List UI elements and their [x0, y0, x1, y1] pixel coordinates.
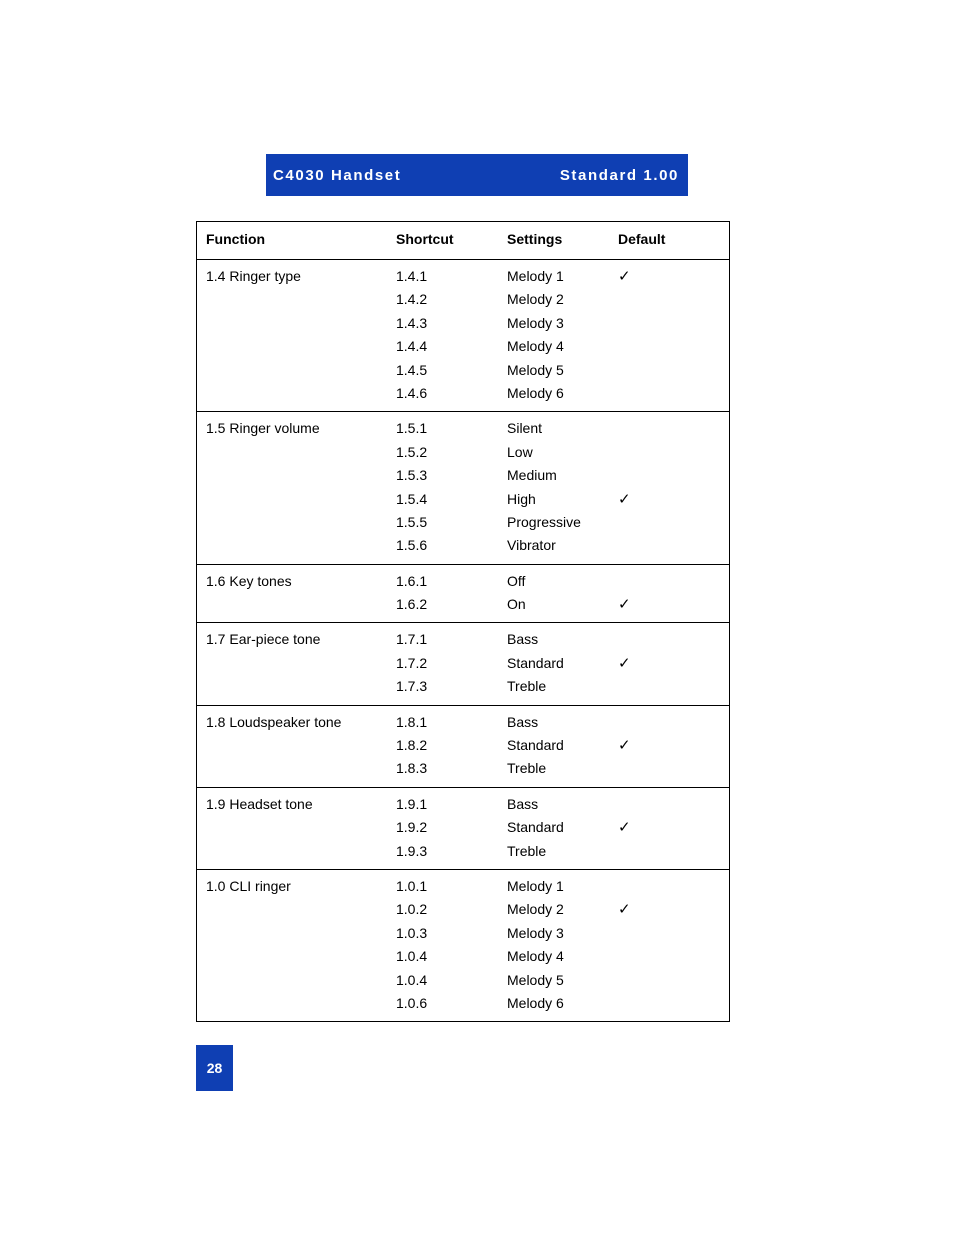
table-row — [197, 992, 729, 1015]
shortcut-cell: 1.4.5 — [396, 361, 428, 378]
shortcut-cell: 1.7.1 — [396, 631, 428, 648]
table-row — [197, 793, 729, 816]
shortcut-cell: 1.5.4 — [396, 490, 428, 507]
table-group — [197, 412, 729, 564]
shortcut-cell: 1.0.4 — [396, 971, 428, 988]
table-row — [197, 734, 729, 757]
column-header-shortcut: Shortcut — [396, 231, 454, 247]
default-check-cell — [618, 675, 718, 698]
default-check-cell — [618, 793, 718, 816]
shortcut-cell: 1.7.3 — [396, 678, 428, 695]
setting-cell: Melody 1 — [507, 268, 564, 284]
default-check-cell — [618, 969, 718, 992]
setting-cell: Standard — [507, 819, 564, 836]
table-row — [197, 464, 729, 487]
setting-cell: High — [507, 490, 536, 507]
page-number: 28 — [206, 1060, 223, 1076]
setting-cell: Melody 2 — [507, 291, 564, 308]
function-cell — [197, 816, 396, 839]
shortcut-cell: 1.5.6 — [396, 537, 428, 554]
shortcut-cell: 1.0.2 — [396, 901, 428, 918]
table-row — [197, 265, 729, 288]
shortcut-cell: 1.8.3 — [396, 760, 428, 777]
table-group — [197, 260, 729, 412]
function-cell: 1.8 Loudspeaker tone — [206, 713, 342, 730]
function-cell — [197, 757, 396, 780]
shortcut-cell: 1.4.1 — [396, 268, 428, 284]
shortcut-cell: 1.0.3 — [396, 924, 428, 941]
table-row — [197, 840, 729, 863]
header-version: Standard 1.00 — [559, 166, 679, 184]
setting-cell: Melody 3 — [507, 314, 564, 331]
table-body — [197, 260, 729, 1021]
shortcut-cell: 1.5.5 — [396, 513, 428, 530]
shortcut-cell: 1.4.6 — [396, 384, 428, 401]
default-check-cell — [618, 312, 718, 335]
default-check-cell — [618, 945, 718, 968]
function-cell: 1.9 Headset tone — [206, 795, 313, 812]
default-check-cell — [618, 441, 718, 464]
function-cell: 1.7 Ear-piece tone — [206, 631, 321, 648]
default-check-cell: ✓ — [618, 818, 631, 837]
function-cell — [197, 359, 396, 382]
setting-cell: Low — [507, 443, 533, 460]
setting-cell: Silent — [507, 420, 543, 437]
default-check-cell — [618, 359, 718, 382]
table-group — [197, 623, 729, 705]
shortcut-cell: 1.9.2 — [396, 819, 428, 836]
table-row — [197, 628, 729, 651]
header-title: C4030 Handset — [273, 166, 402, 184]
table-group — [197, 565, 729, 624]
setting-cell: Treble — [507, 760, 547, 777]
table-row — [197, 570, 729, 593]
function-cell — [197, 652, 396, 675]
shortcut-cell: 1.5.1 — [396, 420, 428, 437]
function-cell — [197, 992, 396, 1015]
default-check-cell — [618, 875, 718, 898]
setting-cell: Melody 3 — [507, 924, 564, 941]
function-cell — [197, 464, 396, 487]
function-cell: 1.5 Ringer volume — [206, 420, 320, 437]
function-cell — [197, 534, 396, 557]
function-cell: 1.0 CLI ringer — [206, 877, 291, 894]
table-row — [197, 441, 729, 464]
table-row — [197, 312, 729, 335]
shortcut-cell: 1.9.3 — [396, 842, 428, 859]
table-group — [197, 706, 729, 788]
default-check-cell — [618, 335, 718, 358]
setting-cell: Bass — [507, 795, 539, 812]
function-cell — [197, 441, 396, 464]
default-check-cell — [618, 382, 718, 405]
default-check-cell — [618, 922, 718, 945]
function-cell — [197, 511, 396, 534]
function-cell — [197, 840, 396, 863]
function-cell: 1.4 Ringer type — [206, 268, 301, 284]
default-check-cell — [618, 840, 718, 863]
column-header-settings: Settings — [507, 231, 563, 247]
shortcut-cell: 1.8.2 — [396, 737, 428, 754]
table-row — [197, 922, 729, 945]
shortcut-cell: 1.5.2 — [396, 443, 428, 460]
function-cell — [197, 335, 396, 358]
column-header-function: Function — [206, 231, 266, 247]
shortcut-cell: 1.7.2 — [396, 654, 428, 671]
function-cell — [197, 898, 396, 921]
default-check-cell — [618, 570, 718, 593]
setting-cell: Treble — [507, 678, 547, 695]
table-row — [197, 652, 729, 675]
default-check-cell — [618, 534, 718, 557]
shortcut-cell: 1.8.1 — [396, 713, 428, 730]
table-row — [197, 417, 729, 440]
function-cell — [197, 675, 396, 698]
table-row — [197, 875, 729, 898]
function-cell — [197, 922, 396, 945]
table-row — [197, 675, 729, 698]
table-row — [197, 335, 729, 358]
setting-cell: Melody 5 — [507, 971, 564, 988]
table-row — [197, 757, 729, 780]
function-cell — [197, 312, 396, 335]
function-cell: 1.6 Key tones — [206, 572, 292, 589]
header-bar — [266, 154, 688, 196]
table-row — [197, 382, 729, 405]
function-cell — [197, 288, 396, 311]
default-check-cell — [618, 511, 718, 534]
setting-cell: Bass — [507, 713, 539, 730]
table-row — [197, 969, 729, 992]
shortcut-cell: 1.0.4 — [396, 948, 428, 965]
shortcut-cell: 1.4.2 — [396, 291, 428, 308]
table-group — [197, 870, 729, 1021]
table-row — [197, 359, 729, 382]
shortcut-cell: 1.4.3 — [396, 314, 428, 331]
table-row — [197, 593, 729, 616]
setting-cell: Bass — [507, 631, 539, 648]
setting-cell: Melody 5 — [507, 361, 564, 378]
column-header-default: Default — [618, 231, 666, 247]
setting-cell: Standard — [507, 737, 564, 754]
shortcut-cell: 1.9.1 — [396, 795, 428, 812]
function-cell — [197, 945, 396, 968]
default-check-cell: ✓ — [618, 489, 631, 508]
setting-cell: Melody 2 — [507, 901, 564, 918]
setting-cell: Off — [507, 572, 526, 589]
setting-cell: Melody 6 — [507, 384, 564, 401]
setting-cell: Melody 4 — [507, 948, 564, 965]
table-row — [197, 898, 729, 921]
shortcut-cell: 1.0.6 — [396, 994, 428, 1011]
setting-cell: Progressive — [507, 513, 581, 530]
page-number-badge — [196, 1045, 233, 1091]
table-row — [197, 511, 729, 534]
shortcut-cell: 1.6.2 — [396, 596, 428, 613]
table-row — [197, 816, 729, 839]
default-check-cell: ✓ — [618, 653, 631, 672]
table-row — [197, 711, 729, 734]
shortcut-cell: 1.5.3 — [396, 467, 428, 484]
default-check-cell — [618, 711, 718, 734]
setting-cell: Melody 1 — [507, 877, 564, 894]
setting-cell: Medium — [507, 467, 557, 484]
default-check-cell — [618, 417, 718, 440]
shortcut-cell: 1.4.4 — [396, 338, 428, 355]
default-check-cell: ✓ — [618, 595, 631, 614]
table-header-row — [197, 222, 729, 260]
default-check-cell — [618, 628, 718, 651]
settings-table — [196, 221, 730, 1022]
setting-cell: On — [507, 596, 526, 613]
function-cell — [197, 593, 396, 616]
default-check-cell — [618, 288, 718, 311]
setting-cell: Melody 6 — [507, 994, 564, 1011]
setting-cell: Vibrator — [507, 537, 556, 554]
setting-cell: Melody 4 — [507, 338, 564, 355]
function-cell — [197, 488, 396, 511]
function-cell — [197, 734, 396, 757]
function-cell — [197, 382, 396, 405]
default-check-cell — [618, 992, 718, 1015]
table-row — [197, 288, 729, 311]
table-row — [197, 945, 729, 968]
default-check-cell — [618, 757, 718, 780]
table-group — [197, 788, 729, 870]
default-check-cell: ✓ — [618, 900, 631, 919]
default-check-cell — [618, 464, 718, 487]
shortcut-cell: 1.6.1 — [396, 572, 428, 589]
shortcut-cell: 1.0.1 — [396, 877, 428, 894]
table-row — [197, 488, 729, 511]
function-cell — [197, 969, 396, 992]
table-row — [197, 534, 729, 557]
default-check-cell: ✓ — [618, 736, 631, 755]
default-check-cell: ✓ — [618, 267, 631, 285]
setting-cell: Standard — [507, 654, 564, 671]
setting-cell: Treble — [507, 842, 547, 859]
